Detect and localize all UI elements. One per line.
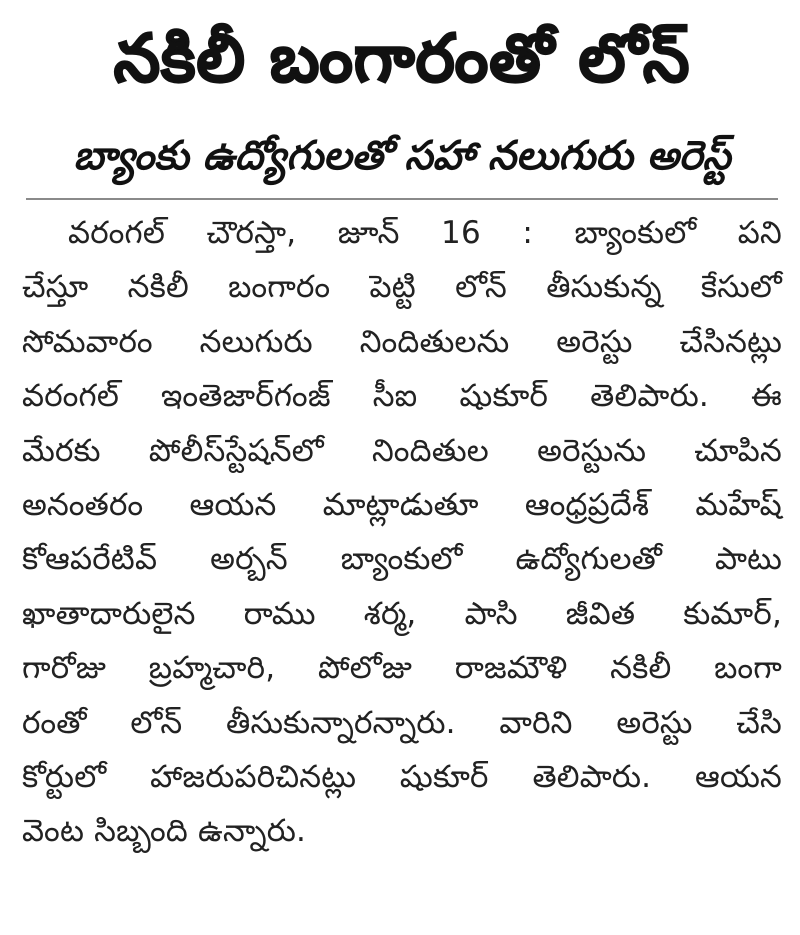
body-line: వరంగల్ ఇంతెజార్‌గంజ్ సీఐ షుకూర్ తెలిపారు. ఈ [22,378,782,415]
body-line: కోఆపరేటివ్ అర్బన్ బ్యాంకులో ఉద్యోగులతో పాటు [22,541,782,578]
body-line: చేస్తూ నకిలీ బంగారం పెట్టి లోన్ తీసుకున్న కేసులో [22,269,782,306]
body-line: మేరకు పోలీస్‌స్టేషన్‌లో నిందితుల అరెస్టును చూపిన [22,432,782,469]
body-line: సోమవారం నలుగురు నిందితులను అరెస్టు చేసినట్లు [22,323,782,360]
body-line: కోర్టులో హాజరుపరిచినట్లు షుకూర్ తెలిపారు. ఆయన [22,758,782,795]
body-line: వరంగల్ చౌరస్తా, జూన్ 16 : బ్యాంకులో పని [68,215,782,251]
body-line: ఖాతాదారులైన రాము శర్మ, పాసి జీవిత కుమార్, [22,595,782,632]
body-line: గారోజు బ్రహ్మచారి, పోలోజు రాజమౌళి నకిలీ బంగా [22,650,782,687]
article-body [22,206,782,859]
divider-rule [26,198,778,200]
body-line: వెంట సిబ్బంది ఉన్నారు. [22,813,307,850]
newspaper-clipping [22,8,782,928]
headline: నకిలీ బంగారంతో లోన్ [113,20,691,97]
body-line: రంతో లోన్ తీసుకున్నారన్నారు. వారిని అరెస్టు చేసి [22,704,782,741]
body-line: అనంతరం ఆయన మాట్లాడుతూ ఆంధ్రప్రదేశ్ మహేష్ [22,486,782,523]
subheadline: బ్యాంకు ఉద్యోగులతో సహా నలుగురు అరెస్ట్ [73,133,731,179]
